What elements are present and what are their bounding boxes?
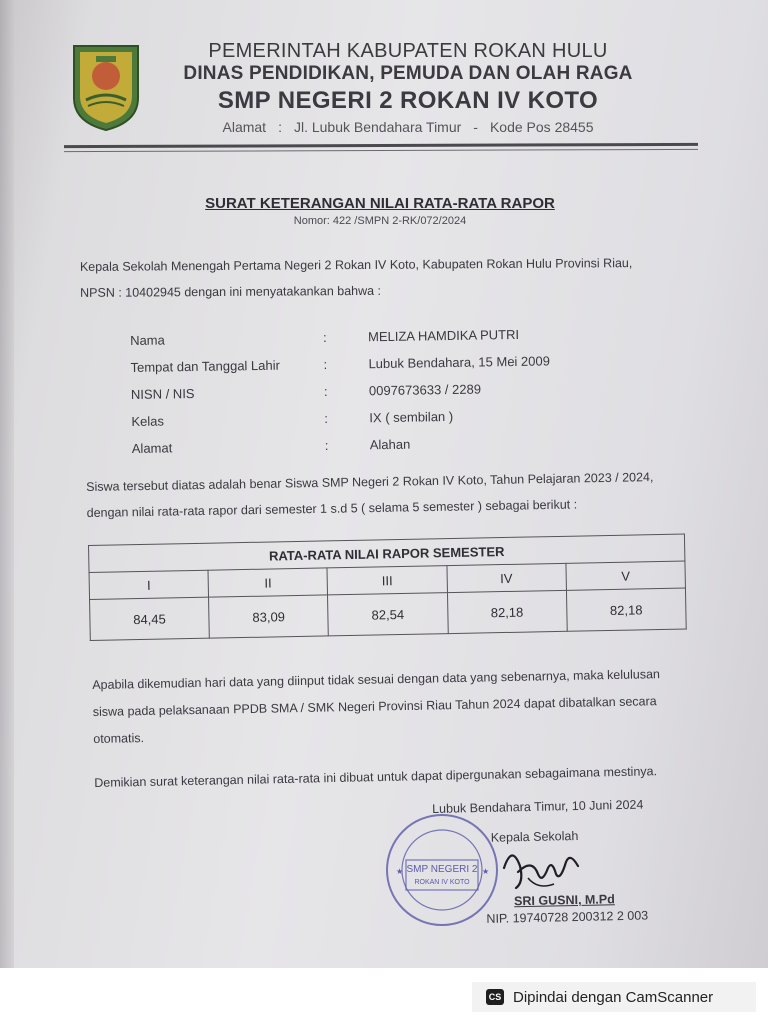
document-number: Nomor: 422 /SMPN 2-RK/072/2024 [293,215,467,227]
signature-place-date: Lubuk Bendahara Timur, 10 Juni 2024 [432,797,644,816]
camscanner-watermark [472,982,756,1012]
semester-grade: 84,45 [90,597,210,640]
intro-line-2: NPSN : 10402945 dengan ini menyatakankan bahwa : [80,283,382,300]
letterhead-rule [64,143,698,148]
info-separator: : [323,383,328,399]
semester-grade: 82,18 [447,590,567,633]
svg-text:★: ★ [482,867,490,876]
svg-text:★: ★ [396,867,404,876]
document-title-block [180,195,580,227]
statement-line-1: Siswa tersebut diatas adalah benar Siswa SMP Negeri 2 Rokan IV Koto, Tahun Pelajaran 2023 / 2024, [86,470,654,494]
semester-column-header: III [327,566,447,595]
semester-grade: 82,18 [566,588,686,631]
paper-edge-shadow [0,0,14,968]
statement-line-2: dengan nilai rata-rata rapor dari semester 1 s.d 5 ( selama 5 semester ) sebagai berikut : [86,497,578,520]
signatory-name: SRI GUSNI, M.Pd [513,892,615,909]
info-value: IX ( sembilan ) [369,408,454,426]
address-label: Alamat [222,119,267,135]
info-label: NISN / NIS [130,385,195,402]
semester-grade: 83,09 [209,595,329,638]
school-stamp-icon [384,812,500,928]
info-row [132,434,582,468]
closing-paragraph [94,758,657,796]
info-separator: : [322,329,327,345]
semester-column-header: V [566,561,686,590]
info-label: Tempat dan Tanggal Lahir [130,357,281,375]
regency-logo-icon [70,42,142,132]
signatory-nip: NIP. 19740728 200312 2 003 [486,908,649,926]
info-value: MELIZA HAMDIKA PUTRI [367,326,520,345]
address-colon: : [278,119,282,135]
address-dash: - [473,119,478,135]
note-line-1: Apabila dikemudian hari data yang diinput tidak sesuai dengan data yang sebenarnya, maka kelulusan [92,667,661,692]
statement-paragraph [86,464,654,526]
info-label: Nama [130,332,165,348]
signature-position: Kepala Sekolah [490,828,579,845]
letterhead-rule-thin [64,149,698,152]
info-separator: : [324,437,329,453]
semester-column-header: I [89,570,209,599]
info-value: Alahan [369,436,411,453]
info-separator: : [324,410,329,426]
document-title: SURAT KETERANGAN NILAI RATA-RATA RAPOR [205,195,555,212]
camscanner-logo-icon: CS [486,989,504,1005]
address-postcode: Kode Pos 28455 [489,119,594,135]
note-line-2: siswa pada pelaksanaan PPDB SMA / SMK Negeri Provinsi Riau Tahun 2024 dapat dibatalkan secara [92,694,657,719]
address-street: Jl. Lubuk Bendahara Timur [293,119,462,135]
info-value: 0097673633 / 2289 [368,381,482,399]
grade-table [88,534,687,641]
handwritten-signature-icon [498,838,588,898]
intro-line-1: Kepala Sekolah Menengah Pertama Negeri 2 Rokan IV Koto, Kabupaten Rokan Hulu Provinsi Riau, [79,256,633,274]
stamp-line-2: ROKAN IV KOTO [414,879,470,886]
stamp-line-1: SMP NEGERI 2 [406,864,478,875]
intro-paragraph [80,250,633,306]
letterhead-school: SMP NEGERI 2 ROKAN IV KOTO [217,87,599,114]
info-label: Alamat [131,440,173,456]
letterhead-government: PEMERINTAH KABUPATEN ROKAN HULU [208,40,608,62]
note-paragraph [92,661,661,753]
note-line-3: otomatis. [93,731,145,746]
letterhead [148,40,668,135]
semester-grade: 82,54 [328,593,448,636]
info-separator: : [323,356,328,372]
grade-table-header: RATA-RATA NILAI RAPOR SEMESTER [89,534,685,572]
semester-column-header: IV [447,563,567,592]
closing-line: Demikian surat keterangan nilai rata-rata ini dibuat untuk dapat dipergunakan sebagaimana mestinya. [94,764,658,790]
student-info [130,326,582,468]
camscanner-text: Dipindai dengan CamScanner [513,988,714,1006]
letterhead-department: DINAS PENDIDIKAN, PEMUDA DAN OLAH RAGA [183,63,633,84]
semester-column-header: II [208,568,328,597]
info-label: Kelas [131,413,165,429]
info-value: Lubuk Bendahara, 15 Mei 2009 [368,353,551,372]
letterhead-address [148,119,668,135]
